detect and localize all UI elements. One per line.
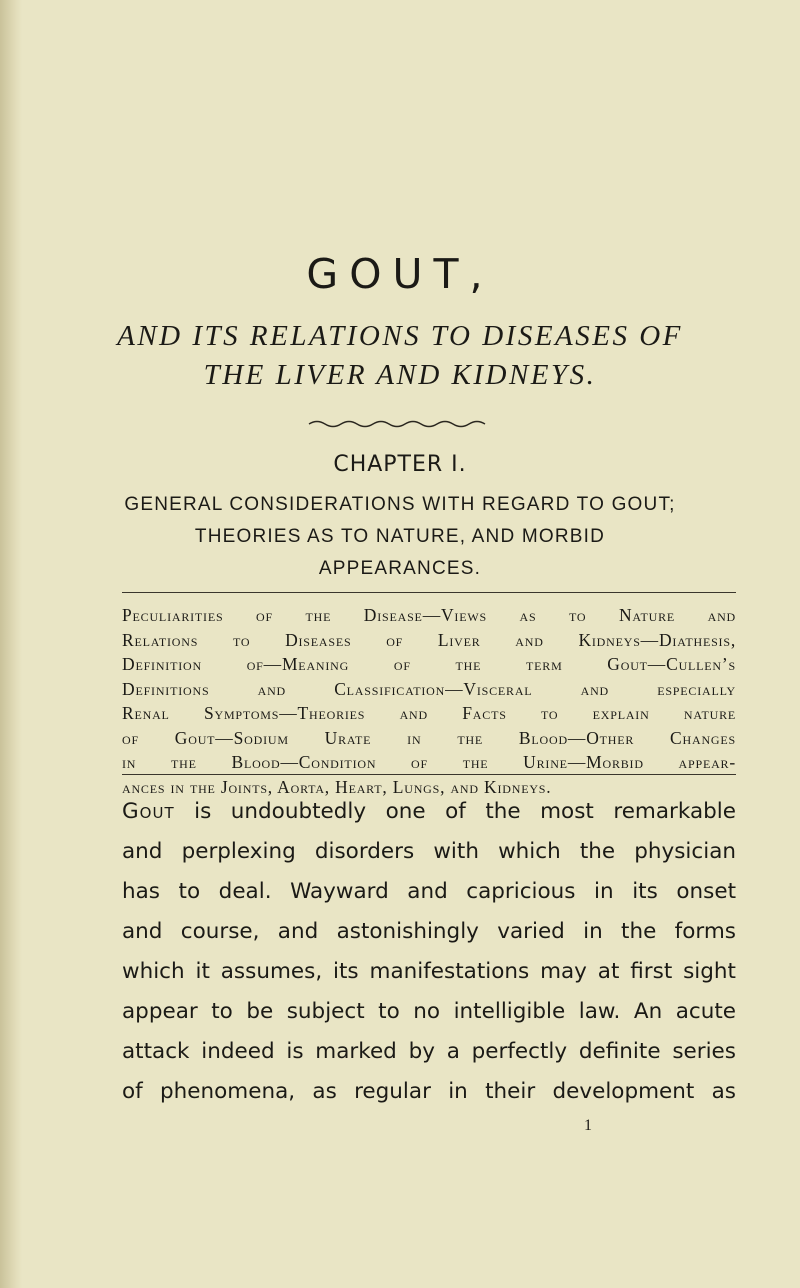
summary-line: ances in the Joints, Aorta, Heart, Lungs, and Kidneys. [122, 776, 552, 797]
chapter-title-line-2: THEORIES AS TO NATURE, AND MORBID [194, 526, 606, 547]
summary-line: Definitions and Classification—Visceral and especially [122, 678, 736, 699]
body-paragraph [122, 792, 736, 1112]
body-line: and course, and astonishingly varied in the forms [122, 919, 736, 944]
page-number: 1 [584, 1117, 592, 1134]
drop-word: Gout [122, 799, 175, 824]
summary-line: in the Blood—Condition of the Urine—Morbid appear- [122, 752, 736, 772]
chapter-title-line-3: APPEARANCES. [318, 558, 482, 579]
summary-line: Peculiarities of the Disease—Views as to Nature and [122, 605, 736, 625]
ornamental-wave-divider [307, 418, 487, 430]
chapter-summary [122, 603, 736, 799]
body-line: and perplexing disorders with which the physician [122, 839, 736, 864]
chapter-label: CHAPTER I. [333, 452, 467, 477]
book-subtitle-line-2: THE LIVER AND KIDNEYS. [203, 359, 597, 391]
summary-line: Definition of—Meaning of the term Gout—Cullen’s [122, 654, 736, 674]
summary-line: of Gout—Sodium Urate in the Blood—Other Changes [122, 727, 736, 748]
body-line [122, 792, 736, 832]
body-line: of phenomena, as regular in their development as [122, 1079, 736, 1104]
summary-line: Renal Symptoms—Theories and Facts to explain nature [122, 703, 736, 723]
book-title: GOUT, [306, 250, 494, 298]
body-line: attack indeed is marked by a perfectly definite series [122, 1039, 736, 1064]
body-line: has to deal. Wayward and capricious in its onset [122, 879, 736, 904]
body-line: appear to be subject to no intelligible law. An acute [122, 999, 736, 1024]
book-subtitle-line-1: AND ITS RELATIONS TO DISEASES OF [117, 320, 683, 352]
summary-top-rule [122, 592, 736, 593]
chapter-title-line-1: GENERAL CONSIDERATIONS WITH REGARD TO GOUT; [124, 494, 676, 515]
body-line: which it assumes, its manifestations may at first sight [122, 959, 736, 984]
summary-bottom-rule [122, 774, 736, 775]
summary-line: Relations to Diseases of Liver and Kidneys—Diathesis, [122, 629, 736, 650]
body-line-rest: is undoubtedly one of the most remarkable [174, 799, 736, 824]
